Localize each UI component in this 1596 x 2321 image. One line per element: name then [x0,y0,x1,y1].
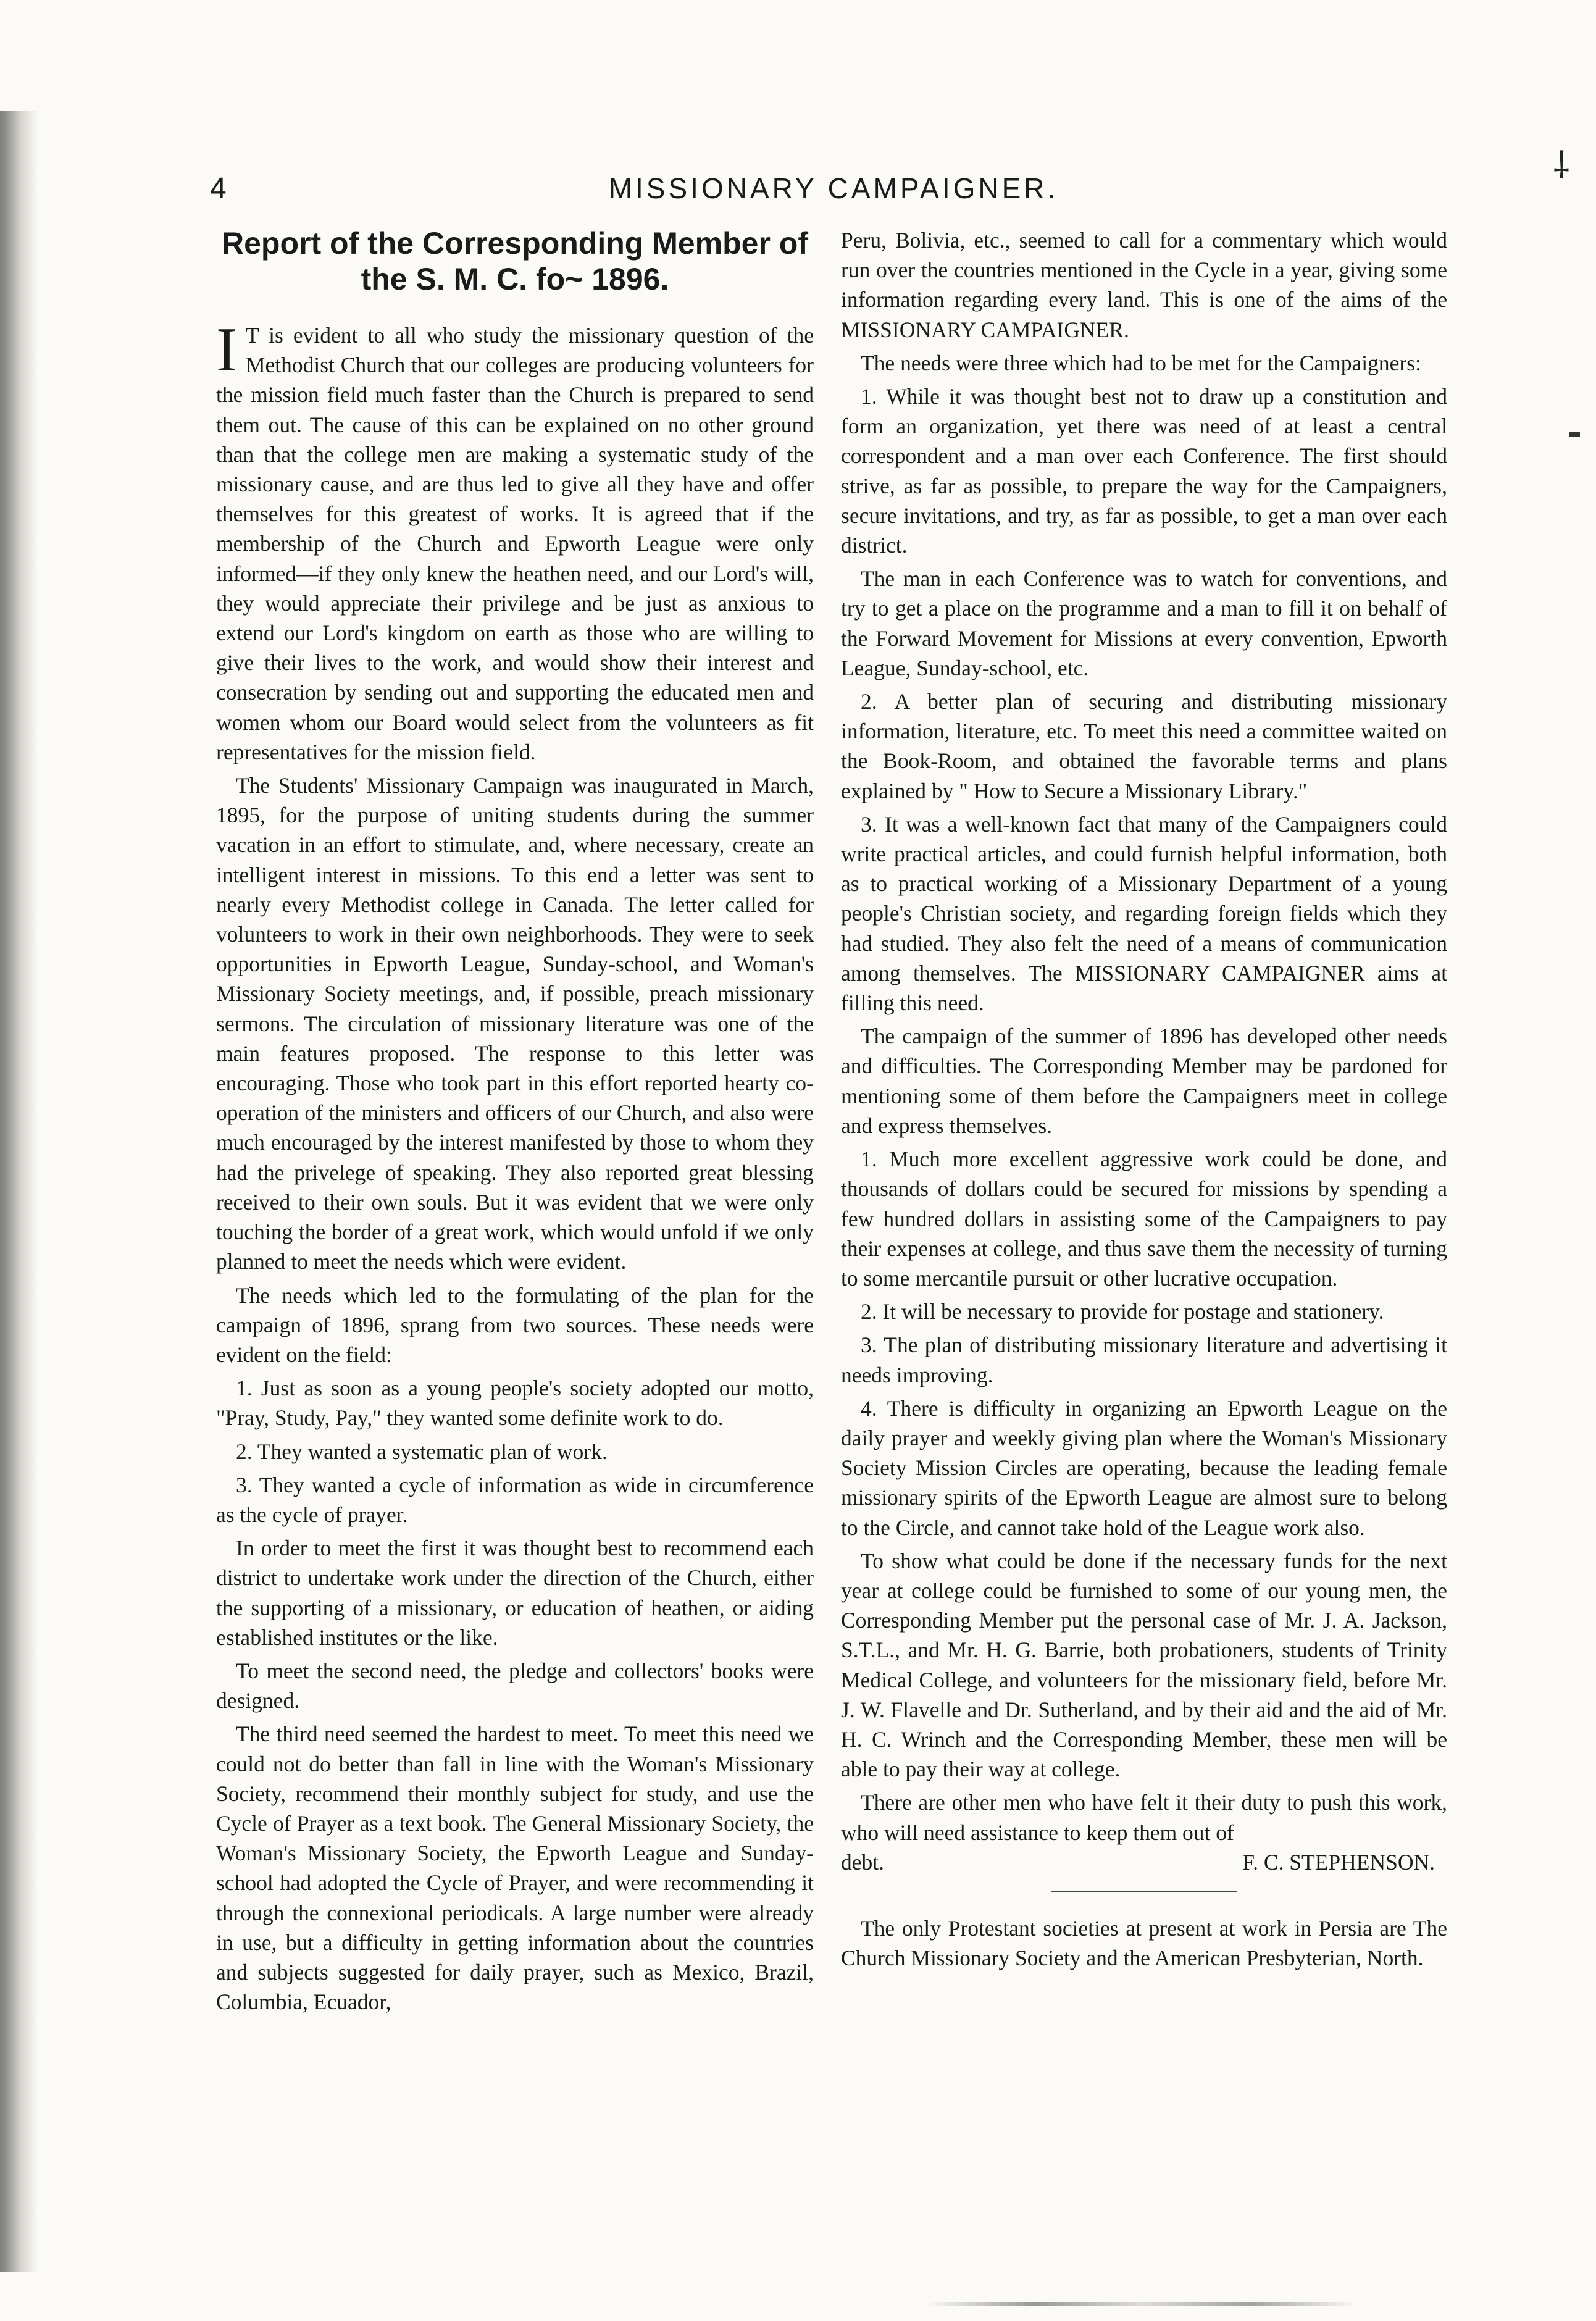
paragraph: The Students' Missionary Campaign was inaugurated in March, 1895, for the purpose of uniting students during the summer vacation in an effort to stimulate, and, where necessary, create an intelligent interest in missions. To this end a letter was sent to nearly every Methodist college in Canada. The letter called for volunteers to work in their own neighborhoods. They were to seek opportunities in Epworth League, Sunday-school, and Woman's Missionary Society meetings, and, if possible, preach missionary sermons. The circulation of missionary literature was one of the main features proposed. The response to this letter was encouraging. Those who took part in this effort reported hearty co-operation of the ministers and officers of our Church, and also were much encouraged by the interest manifested by those to whom they had the privelege of speaking. They also reported great blessing received to their own souls. But it was evident that we were only touching the border of a great work, which would unfold if we only planned to meet the needs which were evident. [216,773,814,1274]
paragraph: To meet the second need, the pledge and collectors' books were designed. [216,1658,814,1713]
scan-smudge [926,2302,1358,2306]
list-item: 2. They wanted a systematic plan of work. [236,1439,608,1464]
margin-dash [1569,432,1580,437]
list-item: 1. Just as soon as a young people's society adopted our motto, "Pray, Study, Pay," they wanted some definite work to do. [216,1376,814,1431]
paragraph: The third need seemed the hardest to meet. To meet this need we could not do better than fall in line with the Woman's Missionary Society, recommend their monthly subject for study, and use the Cycle of Prayer as a text book. The General Missionary Society, the Woman's Missionary Society, the Epworth League and Sunday-school had adopted the Cycle of Prayer, and were recommending it through the connexional periodicals. A large number were already in use, but a difficulty in getting information about the countries and subjects suggested for daily prayer, such as Mexico, Brazil, Columbia, Ecuador, [216,1721,814,2015]
list-item: 2. A better plan of securing and distributing missionary information, literature, etc. To meet this need a committee waited on the Book-Room, and obtained the favorable terms and plans explained by " How to Secure a Missionary Library." [841,689,1447,803]
list-item: 1. Much more excellent aggressive work could be done, and thousands of dollars could be secured for missions by spending a few hundred dollars in assisting some of the Campaigners to pay their expenses at college, and thus save them the necessity of turning to some mercantile pursuit or other lucrative occupation. [841,1147,1447,1290]
book-binding-edge [0,111,38,2272]
margin-mark: ⸸ [1552,144,1570,188]
list-item: 4. There is difficulty in organizing an Epworth League on the daily prayer and weekly giving plan where the Woman's Missionary Society Mission Circles are operating, because the leading female missionary spirits of the Epworth League are almost sure to belong to the Circle, and cannot take hold of the League work also. [841,1395,1447,1540]
drop-cap: I [216,315,237,385]
paragraph: There are other men who have felt it their duty to push this work, who will need assistance to keep them out of [841,1790,1447,1845]
page-number: 4 [210,172,227,205]
list-item: 3. It was a well-known fact that many of the Campaigners could write practical articles, and could furnish helpful information, both as to practical working of a Missionary Department of a young people's Christian society, and regarding foreign fields which they had studied. They also felt the need of a means of communication among themselves. The MISSIONARY CAMPAIGNER aims at filling this need. [841,811,1447,1016]
paragraph: The needs which led to the formulating of the plan for the campaign of 1896, sprang from two sources. These needs were evident on the field: [216,1282,814,1367]
opening-paragraph-text: T is evident to all who study the missionary question of the Methodist Church that our colleges are producing volunteers for the mission field much faster than the Church is prepared to send them out. The cause of this can be explained on no other ground than that the college men are making a systematic study of the missionary cause, and are thus led to give all they have and offer themselves for this greatest of works. It is agreed that if the membership of the Church and Epworth League were only informed—if they only knew the heathen need, and our Lord's will, they would appreciate their privilege and be just as anxious to extend our Lord's kingdom on earth as those who are willing to give their lives to the work, and would show their interest and consecration by sending out and supporting the educated men and women whom our Board would select from the volunteers as fit representatives for the mission field. [216,323,814,764]
running-title: MISSIONARY CAMPAIGNER. [608,172,1059,204]
article-title: Report of the Corresponding Member of the S. M. C. fo~ 1896. [222,226,808,296]
paragraph: Peru, Bolivia, etc., seemed to call for a commentary which would run over the countries mentioned in the Cycle in a year, giving some information regarding every land. This is one of the aims of the MISSIONARY CAMPAIGNER. [841,228,1447,342]
paragraph: To show what could be done if the necessary funds for the next year at college could be furnished to some of our young men, the Corresponding Member put the personal case of Mr. J. A. Jackson, S.T.L., and Mr. H. G. Barrie, both probationers, students of Trinity Medical College, and volunteers for the missionary field, before Mr. J. W. Flavelle and Dr. Sutherland, and by their aid and the aid of Mr. H. C. Wrinch and the Corresponding Member, these men will be able to pay their way at college. [841,1548,1447,1782]
section-divider [1051,1891,1237,1892]
paragraph: The needs were three which had to be met for the Campaigners: [861,350,1421,375]
list-item: 2. It will be necessary to provide for postage and stationery. [861,1299,1384,1324]
left-column [216,225,814,2017]
list-item: 3. The plan of distributing missionary literature and advertising it needs improving. [841,1332,1447,1387]
list-item: 1. While it was thought best not to draw up a constitution and form an organization, yet there was need of at least a central correspondent and a man over each Conference. The first should strive, as far as possible, to prepare the way for the Campaigners, secure invitations, and try, as far as possible, to get a man over each district. [841,384,1447,558]
opening-paragraph [216,315,814,767]
closing-word: debt. [841,1849,884,1875]
paragraph: The man in each Conference was to watch for conventions, and try to get a place on the programme and a man to fill it on behalf of the Forward Movement for Missions at every convention, Epworth League, Sunday-school, etc. [841,566,1447,680]
paragraph: In order to meet the first it was thought best to recommend each district to undertake work under the direction of the Church, either the supporting of a missionary, or education of heathen, or aiding established institutes or the like. [216,1536,814,1650]
author-signature: F. C. STEPHENSON. [1242,1849,1435,1875]
paragraph: The campaign of the summer of 1896 has developed other needs and difficulties. The Corresponding Member may be pardoned for mentioning some of them before the Campaigners meet in college and express themselves. [841,1024,1447,1138]
signature-line [841,1847,1447,1877]
persia-note: The only Protestant societies at present at work in Persia are The Church Missionary Society and the American Presbyterian, North. [841,1915,1447,1971]
right-column [841,225,1447,1973]
list-item: 3. They wanted a cycle of information as wide in circumference as the cycle of prayer. [216,1472,814,1527]
